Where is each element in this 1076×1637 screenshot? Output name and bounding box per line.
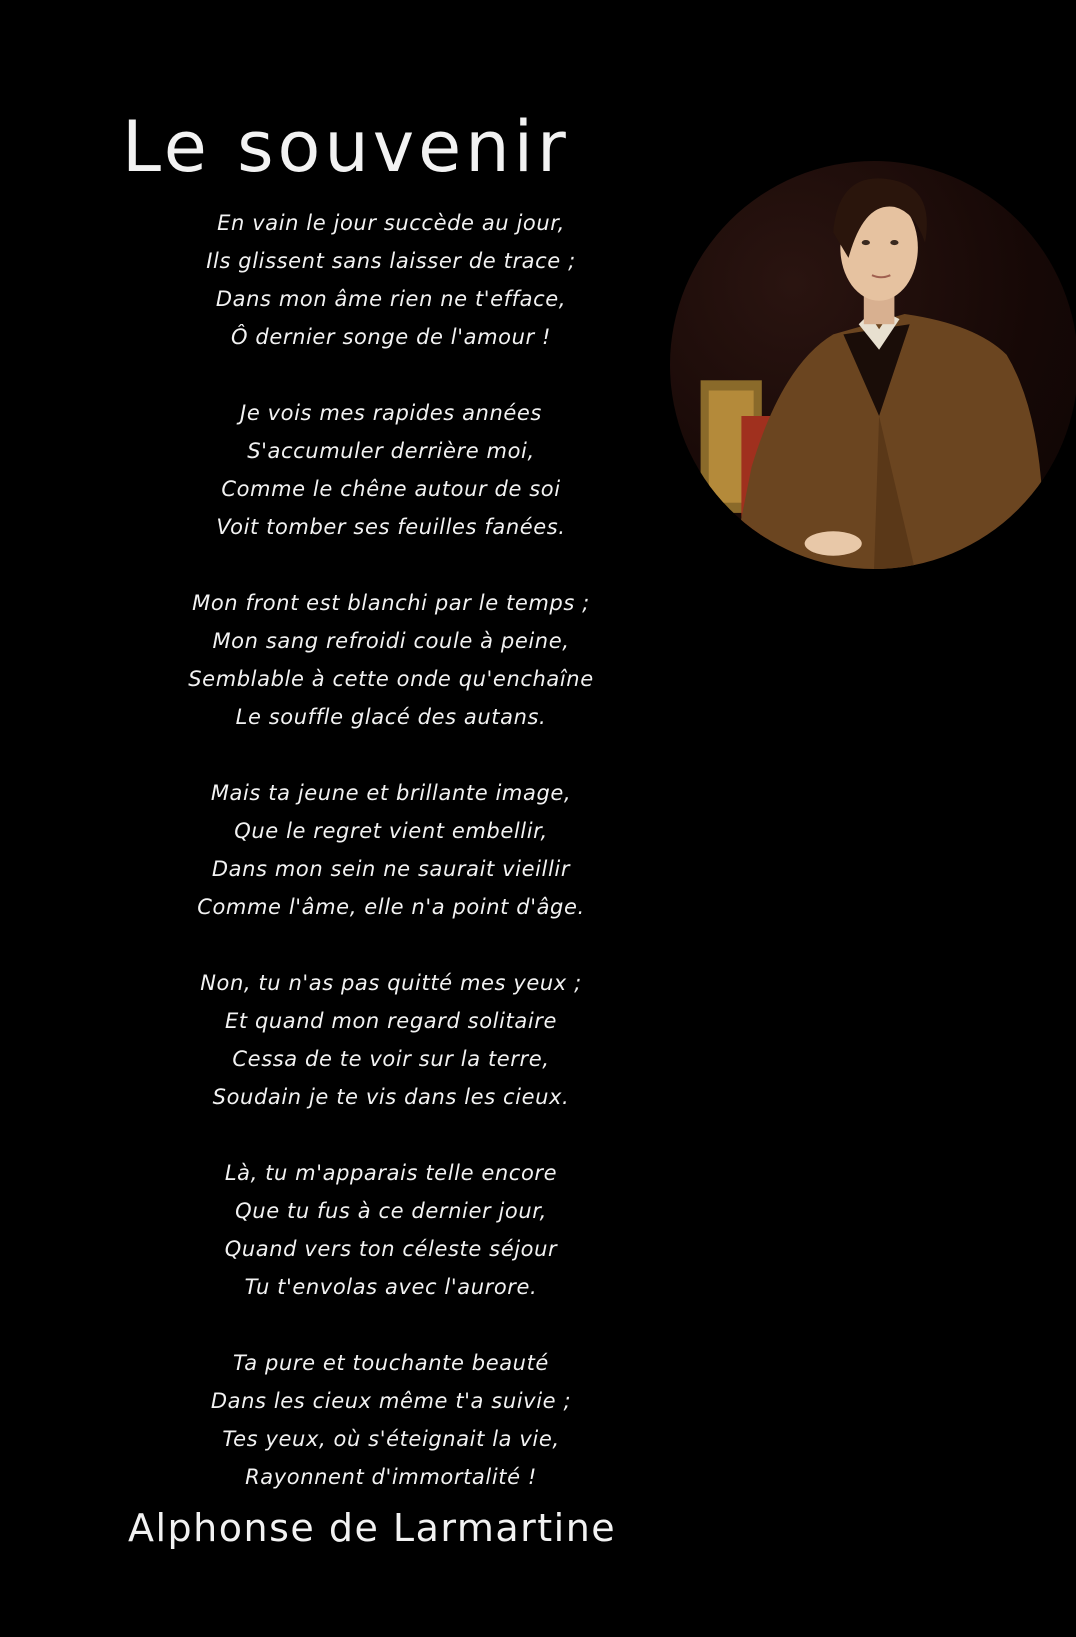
verse-line: Ta pure et touchante beauté <box>233 1351 549 1375</box>
stanza <box>141 204 641 356</box>
verse-line: Quand vers ton céleste séjour <box>224 1237 558 1261</box>
verse-line: En vain le jour succède au jour, <box>217 211 565 235</box>
stanza <box>141 584 641 736</box>
poem-body <box>141 204 641 1496</box>
verse-line: Le souffle glacé des autans. <box>235 705 547 729</box>
verse-line: Que tu fus à ce dernier jour, <box>235 1199 547 1223</box>
verse-line: Tu t'envolas avec l'aurore. <box>244 1275 538 1299</box>
stanza <box>141 774 641 926</box>
portrait-illustration <box>670 161 1076 569</box>
verse-line: Mon front est blanchi par le temps ; <box>192 591 590 615</box>
verse-line: Que le regret vient embellir, <box>234 819 548 843</box>
author-name: Alphonse de Larmartine <box>128 1506 617 1550</box>
verse-line: Comme l'âme, elle n'a point d'âge. <box>197 895 585 919</box>
author-portrait <box>670 161 1076 569</box>
verse-line: Ô dernier songe de l'amour ! <box>230 325 552 349</box>
verse-line: Mais ta jeune et brillante image, <box>210 781 572 805</box>
verse-line: Voit tomber ses feuilles fanées. <box>216 515 566 539</box>
verse-line: Soudain je te vis dans les cieux. <box>212 1085 570 1109</box>
poem-title: Le souvenir <box>122 106 570 188</box>
verse-line: Dans les cieux même t'a suivie ; <box>210 1389 572 1413</box>
verse-line: Dans mon sein ne saurait vieillir <box>211 857 571 881</box>
stanza <box>141 394 641 546</box>
stanza <box>141 1344 641 1496</box>
verse-line: Je vois mes rapides années <box>240 401 542 425</box>
verse-line: Cessa de te voir sur la terre, <box>232 1047 550 1071</box>
stanza <box>141 1154 641 1306</box>
verse-line: S'accumuler derrière moi, <box>247 439 535 463</box>
verse-line: Rayonnent d'immortalité ! <box>245 1465 537 1489</box>
stanza <box>141 964 641 1116</box>
verse-line: Tes yeux, où s'éteignait la vie, <box>222 1427 560 1451</box>
verse-line: Semblable à cette onde qu'enchaîne <box>188 667 594 691</box>
verse-line: Là, tu m'apparais telle encore <box>224 1161 558 1185</box>
verse-line: Dans mon âme rien ne t'efface, <box>215 287 567 311</box>
verse-line: Non, tu n'as pas quitté mes yeux ; <box>200 971 582 995</box>
verse-line: Et quand mon regard solitaire <box>224 1009 558 1033</box>
verse-line: Ils glissent sans laisser de trace ; <box>206 249 576 273</box>
verse-line: Comme le chêne autour de soi <box>221 477 561 501</box>
hand <box>805 531 862 555</box>
verse-line: Mon sang refroidi coule à peine, <box>212 629 570 653</box>
